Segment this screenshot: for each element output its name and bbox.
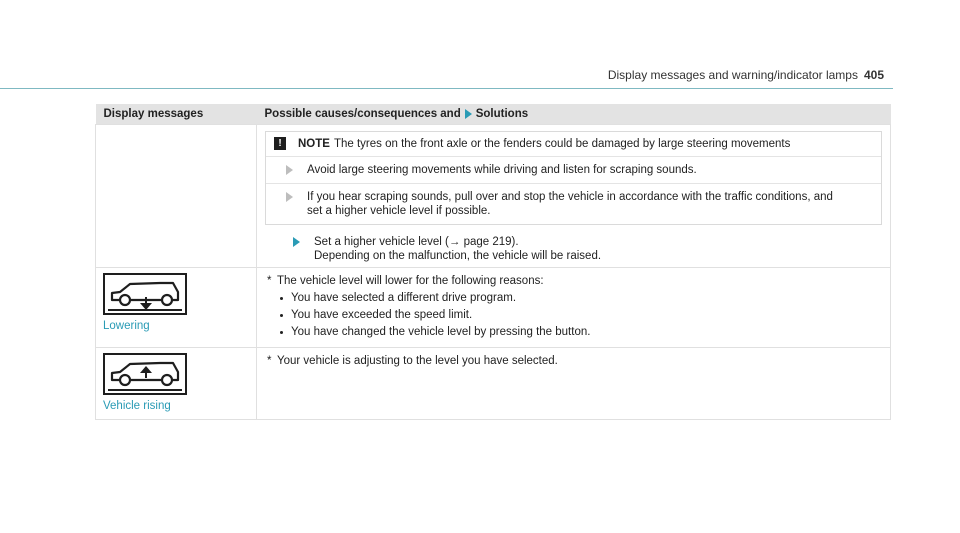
step-arrow-icon [293, 237, 300, 247]
step-arrow-icon [286, 165, 293, 175]
solution-arrow-icon [465, 109, 472, 119]
display-messages-table [95, 104, 891, 420]
table-row [96, 268, 891, 348]
table-header-row [96, 104, 891, 125]
causes-cell [257, 125, 891, 268]
note-step-line: set a higher vehicle level if possible. [307, 205, 491, 217]
display-cell [96, 268, 257, 348]
note-text: The tyres on the front axle or the fenders could be damaged by large steering movements [333, 138, 791, 150]
col-header-causes [257, 104, 891, 125]
asterisk-marker: * [267, 275, 272, 287]
note-label: NOTE [298, 138, 330, 150]
col-header-solutions-label: Solutions [475, 108, 529, 120]
display-cell [96, 348, 257, 420]
note-step-line: If you hear scraping sounds, pull over and stop the vehicle in accordance with the traffic conditions, and [307, 191, 833, 203]
list-item: You have exceeded the speed limit. [291, 307, 880, 324]
causes-cell [257, 348, 891, 420]
list-item: You have changed the vehicle level by pressing the button. [291, 324, 880, 341]
causes-cell [257, 268, 891, 348]
step-arrow-icon [286, 192, 293, 202]
solution-step-line: Depending on the malfunction, the vehicle will be raised. [314, 250, 602, 262]
exclamation-icon: ! [274, 137, 286, 150]
asterisk-marker: * [267, 355, 272, 367]
reason-intro: The vehicle level will lower for the following reasons: [277, 275, 544, 287]
display-cell-empty [96, 125, 257, 268]
note-step-text [307, 190, 833, 218]
col-header-causes-label: Possible causes/consequences and [264, 108, 461, 120]
solution-step-text [314, 235, 601, 263]
table-row [96, 125, 891, 268]
running-header [608, 68, 884, 82]
note-step-text: Avoid large steering movements while driving and listen for scraping sounds. [307, 164, 697, 176]
solution-step [257, 225, 890, 267]
list-item: You have selected a different drive program. [291, 290, 880, 307]
note-step [266, 157, 881, 184]
reason-text: Your vehicle is adjusting to the level you have selected. [277, 355, 558, 367]
display-message-caption: Vehicle rising [103, 400, 171, 412]
col-header-display-messages: Display messages [96, 104, 257, 125]
page-number: 405 [863, 68, 884, 82]
display-message-caption: Lowering [103, 320, 150, 332]
table-row [96, 348, 891, 420]
solution-step-line: Set a higher vehicle level (→ page 219). [314, 236, 519, 248]
vehicle-rising-icon [103, 353, 187, 395]
header-rule [0, 88, 893, 89]
vehicle-lowering-icon [103, 273, 187, 315]
note-box [265, 131, 882, 225]
section-title: Display messages and warning/indicator lamps [607, 68, 858, 82]
reason-list [267, 290, 880, 341]
note-step [266, 184, 881, 224]
note-header [266, 132, 881, 157]
